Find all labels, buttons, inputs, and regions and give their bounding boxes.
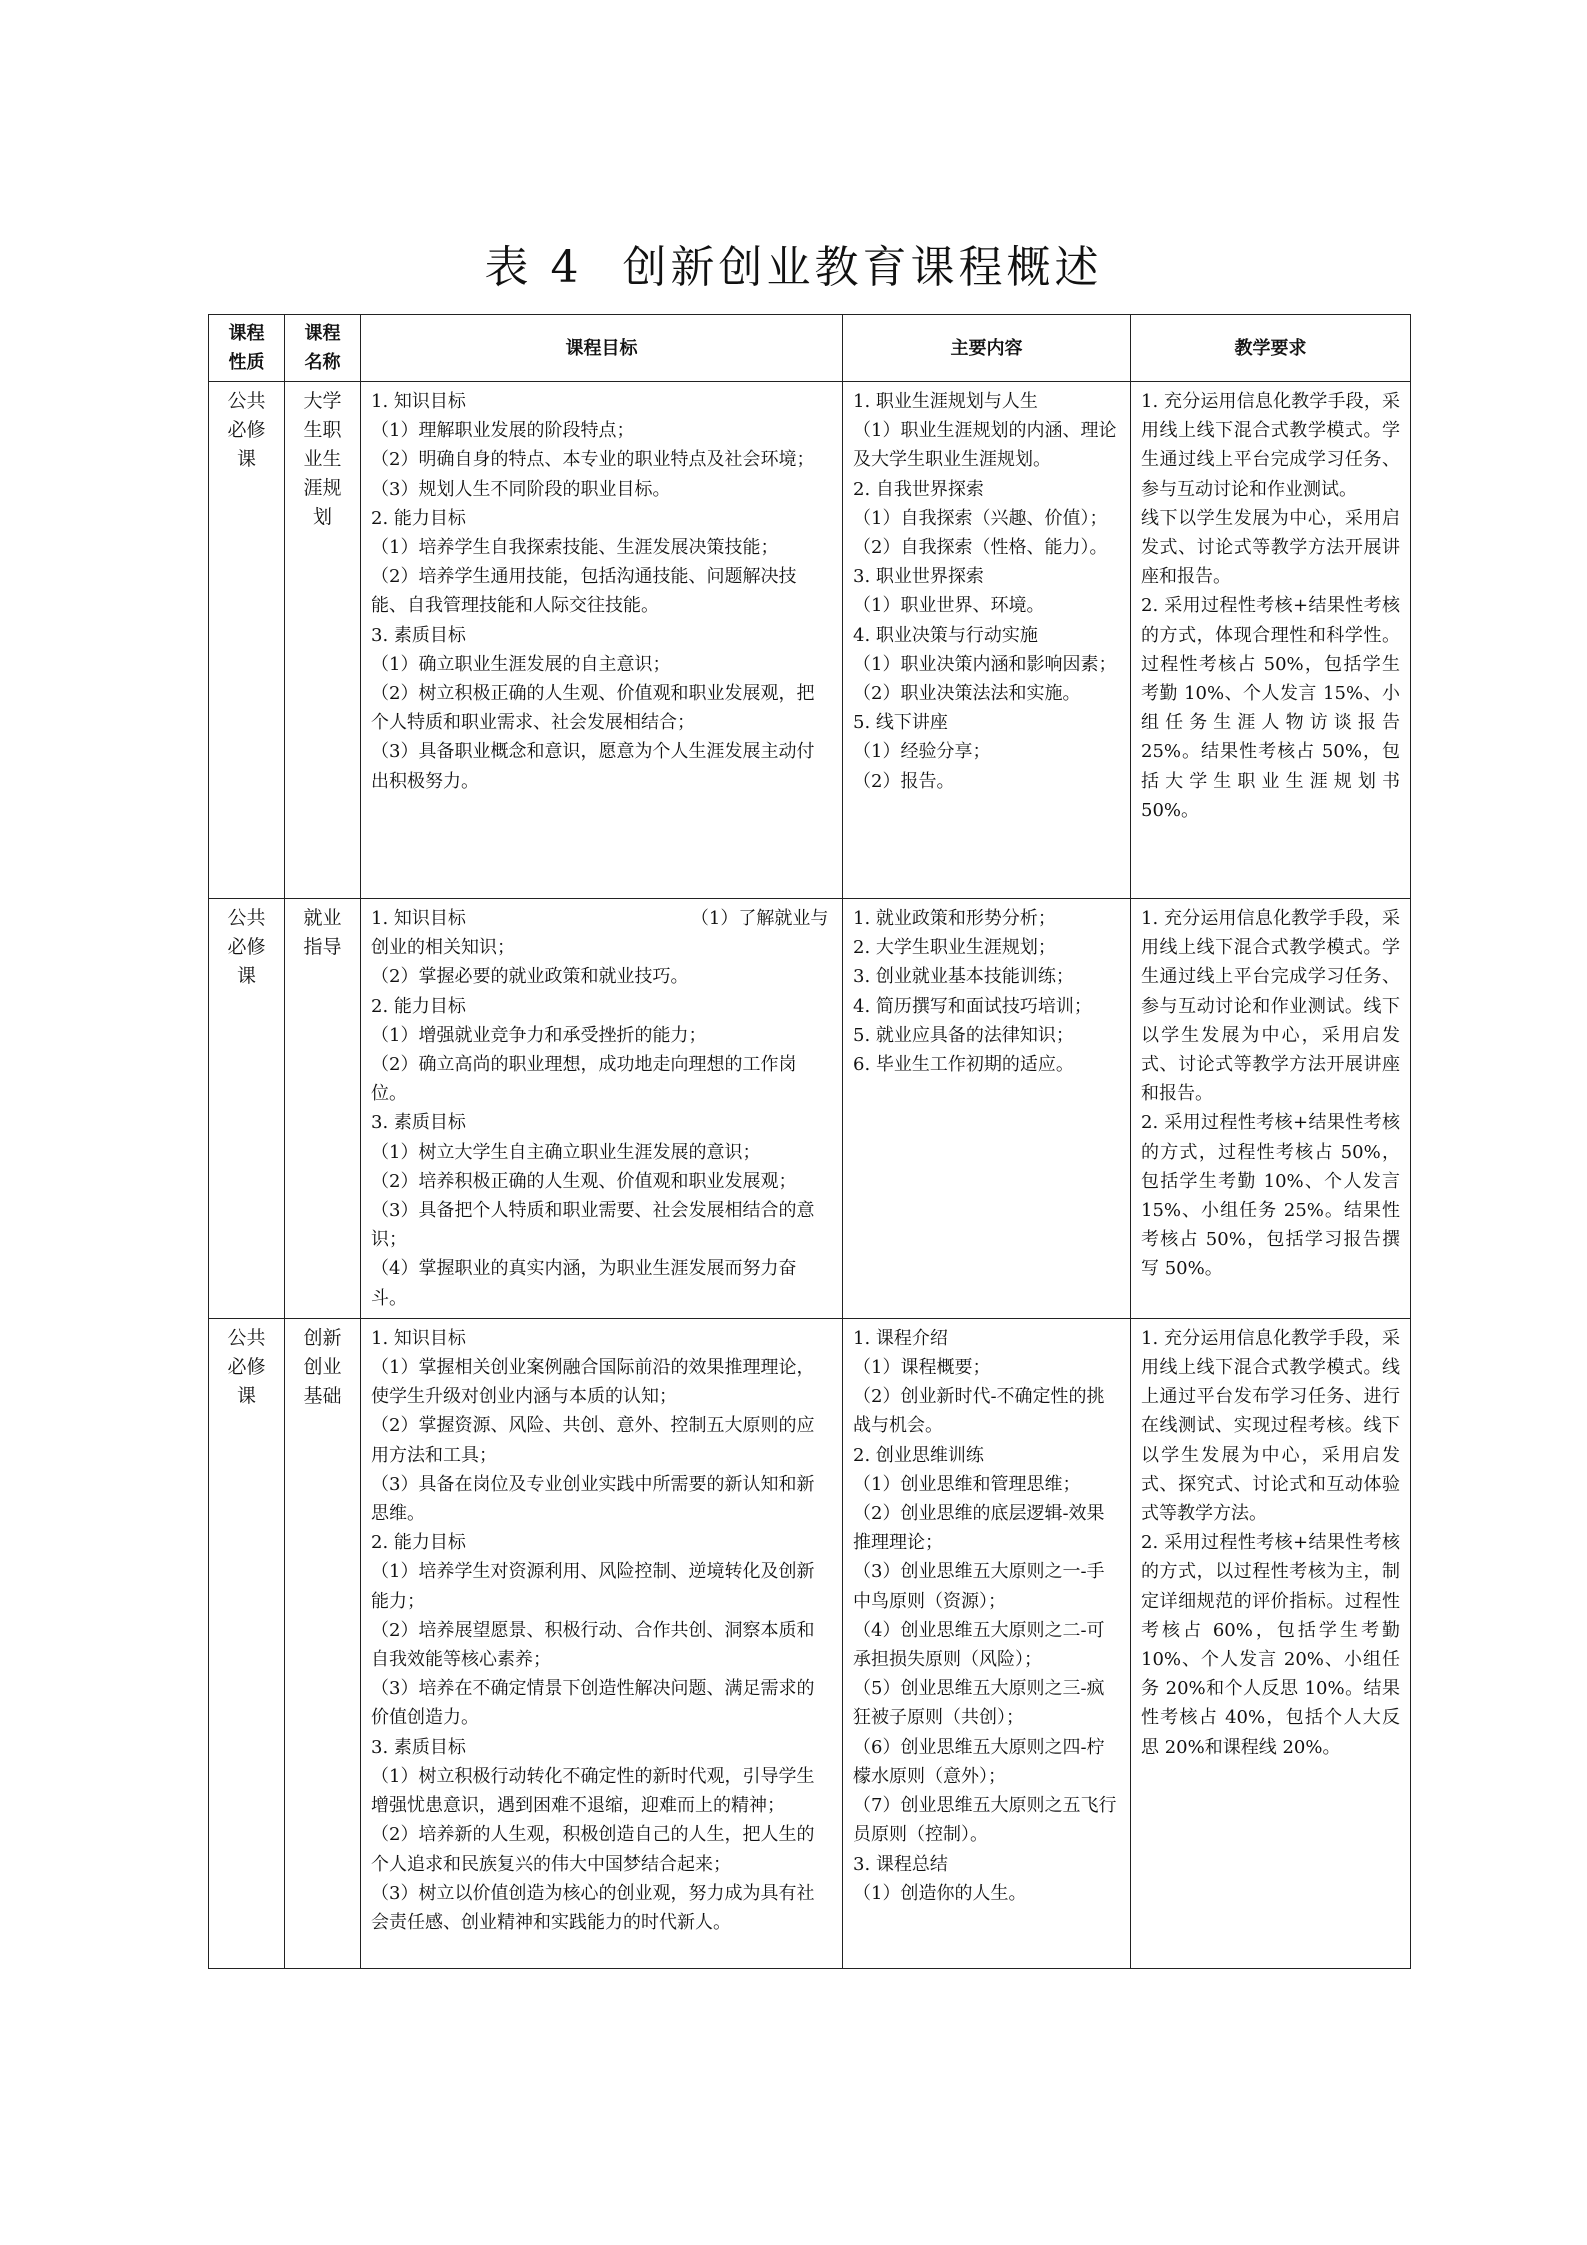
content-item: （1）经验分享； xyxy=(853,741,991,763)
requirement-paragraph: 线下以学生发展为中心，采用启发式、讨论式等教学方法开展讲座和报告。 xyxy=(1141,507,1400,588)
course-goals-cell xyxy=(361,1318,843,1968)
requirement-paragraph: 1. 充分运用信息化教学手段，采用线上线下混合式教学模式。学生通过线上平台完成学习任务、参与互动讨论和作业测试。 xyxy=(1141,391,1400,500)
goal-item: （3）具备职业概念和意识，愿意为个人生涯发展主动付出积极努力。 xyxy=(371,741,815,792)
course-name-cell-char-line: 业生 xyxy=(303,448,342,470)
goal-item: （2）培养积极正确的人生观、价值观和职业发展观； xyxy=(371,1170,797,1192)
course-name-cell-char-line: 创业 xyxy=(303,1355,342,1378)
requirement-paragraph: 2. 采用过程性考核+结果性考核的方式，体现合理性和科学性。过程性考核占 50%，包括学生考勤 10%、个人发言 15%、小组任务生涯人物访谈报告 25%。结果性考核占 50%，包括大学生职业生涯规划书 50%。 xyxy=(1141,595,1400,821)
content-item: 5. 就业应具备的法律知识； xyxy=(853,1024,1074,1046)
content-item: （1）职业世界、环境。 xyxy=(853,595,1045,617)
header-course-type xyxy=(209,315,285,382)
goal-item: 1. 知识目标 xyxy=(371,391,466,412)
table-row xyxy=(209,382,1411,899)
goal-item: （1）增强就业竞争力和承受挫折的能力； xyxy=(371,1024,707,1046)
content-item: 1. 就业政策和形势分析； xyxy=(853,908,1056,929)
goal-item: （3）具备把个人特质和职业需要、社会发展相结合的意识； xyxy=(371,1200,815,1251)
goal-item: 2. 能力目标 xyxy=(371,507,466,529)
course-name-cell xyxy=(285,382,361,899)
goal-item: （1）确立职业生涯发展的自主意识； xyxy=(371,653,671,675)
goal-item: 2. 能力目标 xyxy=(371,1532,466,1554)
content-item: 2. 创业思维训练 xyxy=(853,1444,984,1466)
goal-item: （3）培养在不确定情景下创造性解决问题、满足需求的价值创造力。 xyxy=(371,1678,815,1729)
goal-item: （3）具备在岗位及专业创业实践中所需要的新认知和新思维。 xyxy=(371,1473,815,1525)
header-course-goals: 课程目标 xyxy=(361,315,843,382)
goal-item: 3. 素质目标 xyxy=(371,624,466,646)
course-type-cell-char-line: 必修 xyxy=(227,419,266,441)
goal-item: （3）树立以价值创造为核心的创业观，努力成为具有社会责任感、创业精神和实践能力的时代新人。 xyxy=(371,1882,815,1933)
table-number: 表 4 xyxy=(484,242,583,293)
goal-item: （2）培养学生通用技能，包括沟通技能、问题解决技能、自我管理技能和人际交往技能。 xyxy=(371,566,797,617)
content-item: 3. 创业就业基本技能训练； xyxy=(853,966,1074,988)
content-item: 5. 线下讲座 xyxy=(853,712,948,734)
content-item: （4）创业思维五大原则之二-可承担损失原则（风险）； xyxy=(853,1619,1105,1671)
goal-item: （2）培养新的人生观，积极创造自己的人生，把人生的个人追求和民族复兴的伟大中国梦结合起来； xyxy=(371,1824,815,1875)
content-item: （7）创业思维五大原则之五飞行员原则（控制）。 xyxy=(853,1795,1117,1846)
content-item: 4. 简历撰写和面试技巧培训； xyxy=(853,995,1092,1017)
content-item: 2. 大学生职业生涯规划； xyxy=(853,937,1056,959)
course-table xyxy=(208,314,1411,1969)
requirement-paragraph: 2. 采用过程性考核+结果性考核的方式，以过程性考核为主，制定详细规范的评价指标。过程性考核占 60%，包括学生考勤 10%、个人发言 20%、小组任务 20%和个人反思 10%。结果性考核占 40%，包括个人大反思 20%和课程线 20%。 xyxy=(1141,1532,1400,1758)
content-item: 1. 课程介绍 xyxy=(853,1327,948,1349)
course-name-cell-char-line: 就业 xyxy=(303,907,342,929)
course-name-cell-char-line: 大学 xyxy=(303,390,342,412)
header-teaching-requirements: 教学要求 xyxy=(1131,315,1411,382)
goal-item: 1. 知识目标 xyxy=(371,1327,466,1349)
main-content-cell xyxy=(843,382,1131,899)
course-name-cell-char-line: 划 xyxy=(312,506,332,528)
table-row xyxy=(209,1318,1411,1968)
header-course-name-line1: 课程 xyxy=(304,323,341,344)
main-content-cell xyxy=(843,899,1131,1319)
content-item: 4. 职业决策与行动实施 xyxy=(853,624,1038,646)
content-item: （1）职业决策内涵和影响因素； xyxy=(853,653,1117,675)
goal-item: 1. 知识目标 （1）了解就业与创业的相关知识； xyxy=(371,908,829,959)
teaching-requirements-cell xyxy=(1131,899,1411,1319)
main-content-cell xyxy=(843,1318,1131,1968)
goal-item: 3. 素质目标 xyxy=(371,1112,466,1134)
header-course-name-line2: 名称 xyxy=(304,352,341,373)
table-row xyxy=(209,899,1411,1319)
goal-item: （2）掌握必要的就业政策和就业技巧。 xyxy=(371,966,689,988)
header-row xyxy=(209,315,1411,382)
requirement-paragraph: 1. 充分运用信息化教学手段，采用线上线下混合式教学模式。线上通过平台发布学习任务、进行在线测试、实现过程考核。线下以学生发展为中心，采用启发式、探究式、讨论式和互动体验式等教学方法。 xyxy=(1141,1327,1400,1525)
content-item: 2. 自我世界探索 xyxy=(853,478,984,500)
goal-item: （1）掌握相关创业案例融合国际前沿的效果推理理论，使学生升级对创业内涵与本质的认知； xyxy=(371,1357,815,1408)
goal-item: （1）树立积极行动转化不确定性的新时代观，引导学生增强忧患意识，遇到困难不退缩，迎难而上的精神； xyxy=(371,1765,815,1817)
content-item: （2）创业新时代-不确定性的挑战与机会。 xyxy=(853,1386,1105,1437)
content-item: （1）创业思维和管理思维； xyxy=(853,1473,1081,1495)
content-item: （1）课程概要； xyxy=(853,1357,991,1379)
course-type-cell-char-line: 课 xyxy=(236,1384,256,1407)
requirement-paragraph: 1. 充分运用信息化教学手段，采用线上线下混合式教学模式。学生通过线上平台完成学习任务、参与互动讨论和作业测试。线下以学生发展为中心，采用启发式、讨论式等教学方法开展讲座和报告。 xyxy=(1141,908,1400,1105)
content-item: （2）职业决策法法和实施。 xyxy=(853,683,1081,705)
course-type-cell-char-line: 公共 xyxy=(227,1326,266,1349)
content-item: （6）创业思维五大原则之四-柠檬水原则（意外）； xyxy=(853,1736,1105,1787)
goal-item: （2）树立积极正确的人生观、价值观和职业发展观，把个人特质和职业需求、社会发展相结合； xyxy=(371,683,815,734)
course-type-cell-char-line: 课 xyxy=(236,965,256,987)
course-type-cell-char-line: 公共 xyxy=(227,390,266,412)
teaching-requirements-cell xyxy=(1131,382,1411,899)
goal-item: （1）理解职业发展的阶段特点； xyxy=(371,420,635,442)
goal-item: （3）规划人生不同阶段的职业目标。 xyxy=(371,478,671,500)
header-course-type-line2: 性质 xyxy=(228,352,265,373)
goal-item: （2）培养展望愿景、积极行动、合作共创、洞察本质和自我效能等核心素养； xyxy=(371,1619,815,1671)
content-item: （3）创业思维五大原则之一-手中鸟原则（资源）； xyxy=(853,1561,1105,1612)
course-name-cell xyxy=(285,899,361,1319)
course-type-cell xyxy=(209,1318,285,1968)
goal-item: 3. 素质目标 xyxy=(371,1736,466,1758)
header-course-name xyxy=(285,315,361,382)
course-type-cell-char-line: 必修 xyxy=(227,1355,266,1378)
content-item: （1）自我探索（兴趣、价值）； xyxy=(853,507,1108,529)
course-type-cell-char-line: 课 xyxy=(236,448,256,470)
content-item: （5）创业思维五大原则之三-疯狂被子原则（共创）； xyxy=(853,1678,1105,1729)
goal-item: （1）培养学生对资源利用、风险控制、逆境转化及创新能力； xyxy=(371,1561,815,1612)
goal-item: （1）树立大学生自主确立职业生涯发展的意识； xyxy=(371,1141,761,1163)
course-type-cell xyxy=(209,899,285,1319)
content-item: 6. 毕业生工作初期的适应。 xyxy=(853,1054,1074,1076)
content-item: 3. 课程总结 xyxy=(853,1853,948,1875)
goal-item: （4）掌握职业的真实内涵，为职业生涯发展而努力奋斗。 xyxy=(371,1258,797,1309)
content-item: 3. 职业世界探索 xyxy=(853,566,984,588)
goal-item: （2）明确自身的特点、本专业的职业特点及社会环境； xyxy=(371,449,815,471)
course-name-cell-char-line: 指导 xyxy=(303,936,342,958)
table-title: 创新创业教育课程概述 xyxy=(622,242,1103,293)
header-course-type-line1: 课程 xyxy=(228,323,265,344)
course-name-cell-char-line: 生职 xyxy=(303,419,342,441)
content-item: （2）创业思维的底层逻辑-效果推理理论； xyxy=(853,1503,1105,1554)
content-item: （2）报告。 xyxy=(853,770,955,792)
course-type-cell xyxy=(209,382,285,899)
course-name-cell-char-line: 基础 xyxy=(303,1384,342,1407)
header-main-content: 主要内容 xyxy=(843,315,1131,382)
teaching-requirements-cell xyxy=(1131,1318,1411,1968)
course-goals-cell xyxy=(361,382,843,899)
page-title xyxy=(0,238,1587,298)
course-name-cell-char-line: 涯规 xyxy=(303,477,342,499)
course-type-cell-char-line: 公共 xyxy=(227,907,266,929)
content-item: （1）职业生涯规划的内涵、理论及大学生职业生涯规划。 xyxy=(853,420,1117,471)
course-type-cell-char-line: 必修 xyxy=(227,936,266,958)
content-item: （1）创造你的人生。 xyxy=(853,1882,1027,1904)
goal-item: （1）培养学生自我探索技能、生涯发展决策技能； xyxy=(371,537,779,559)
course-name-cell-char-line: 创新 xyxy=(303,1326,342,1349)
goal-item: （2）确立高尚的职业理想，成功地走向理想的工作岗位。 xyxy=(371,1054,797,1105)
content-item: 1. 职业生涯规划与人生 xyxy=(853,391,1038,412)
goal-item: 2. 能力目标 xyxy=(371,995,466,1017)
requirement-paragraph: 2. 采用过程性考核+结果性考核的方式，过程性考核占 50%，包括学生考勤 10%、个人发言 15%、小组任务 25%。结果性考核占 50%，包括学习报告撰写 50%。 xyxy=(1141,1112,1400,1280)
course-name-cell xyxy=(285,1318,361,1968)
content-item: （2）自我探索（性格、能力）。 xyxy=(853,537,1108,559)
goal-item: （2）掌握资源、风险、共创、意外、控制五大原则的应用方法和工具； xyxy=(371,1415,815,1466)
course-goals-cell xyxy=(361,899,843,1319)
